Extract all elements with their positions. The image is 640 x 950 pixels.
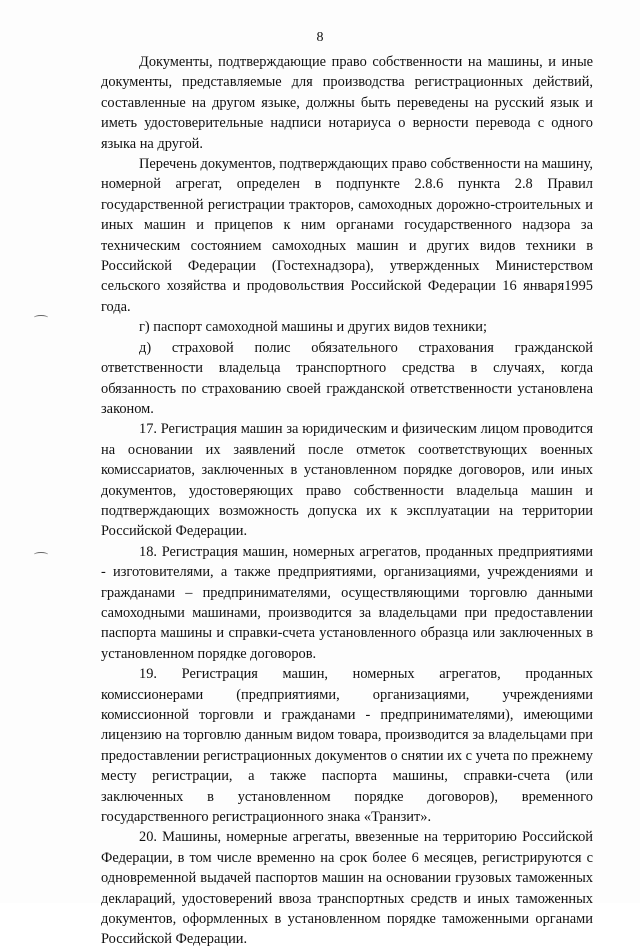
paragraph: д) страховой полис обязательного страхования гражданской ответственности владельца транспортного средства в случаях, когда обязанность по страхованию своей гражданской ответственности установлена законом. <box>101 339 593 417</box>
paragraph: Перечень документов, подтверждающих право собственности на машину, номерной агрегат, определен в подпункте 2.8.6 пункта 2.8 Правил государственной регистрации тракторов, самоходных дорожно-строительных и иных машин и прицепов к ним органами государственного надзора за техническим состоянием самоходных машин и других видов техники в Российской Федерации (Гостехнадзора), утвержденных Министерством сельского хозяйства и продовольствия Российской Федерации 16 января1995 года. <box>101 156 593 315</box>
paragraph: 19. Регистрация машин, номерных агрегатов, проданных комиссионерами (предприятиями, организациями, учреждениями комиссионной торговли и гражданами - предпринимателями), имеющими лицензию на торговлю данным видом товара, производится за владельцами при предоставлении регистрационных документов о снятии их с учета по прежнему месту регистрации, а также паспорта машины, справки-счета (или заключенных в установленном порядке договоров), временного государственного регистрационного знака «Транзит». <box>101 666 594 826</box>
paragraph: 17. Регистрация машин за юридическим и физическим лицом проводится на основании их заявлений после отметок соответствующих военных комиссариатов, заключенных в установленном порядке договоров, или иных документов, удостоверяющих право собственности владельца машин и подтверждающих возможность допуска их к эксплуатации на территории Российской Федерации. <box>101 421 593 540</box>
paragraph: 18. Регистрация машин, номерных агрегатов, проданных предприятиями - изготовителями, а также предприятиями, организациями, учреждениями и гражданами – предпринимателями, осуществляющими торговлю данными самоходными машинами, производится за владельцами при предоставлении паспорта машины и справки-счета установленного образца или заключенных в установленном порядке договоров. <box>101 543 593 662</box>
paragraph: г) паспорт самоходной машины и других видов техники; <box>139 319 487 336</box>
paragraph: Документы, подтверждающие право собственности на машины, и иные документы, представляемые для производства регистрационных действий, составленные на другом языке, должны быть переведены на русский язык и иметь удостоверительные надписи нотариуса о верности перевода с одного языка на другой. <box>101 54 593 152</box>
paragraph: 20. Машины, номерные агрегаты, ввезенные на территорию Российской Федерации, в том числе временно на срок более 6 месяцев, регистрируются с одновременной выдачей паспортов машин на основании грузовых таможенных деклараций, удостоверений ввоза транспортных средств и иных таможенных документов, оформленных в установленном порядке таможенными органами Российской Федерации. <box>101 829 593 948</box>
page-number: 8 <box>316 30 324 45</box>
scan-mark <box>34 552 48 557</box>
scan-mark <box>34 315 48 320</box>
document-body <box>101 52 593 950</box>
